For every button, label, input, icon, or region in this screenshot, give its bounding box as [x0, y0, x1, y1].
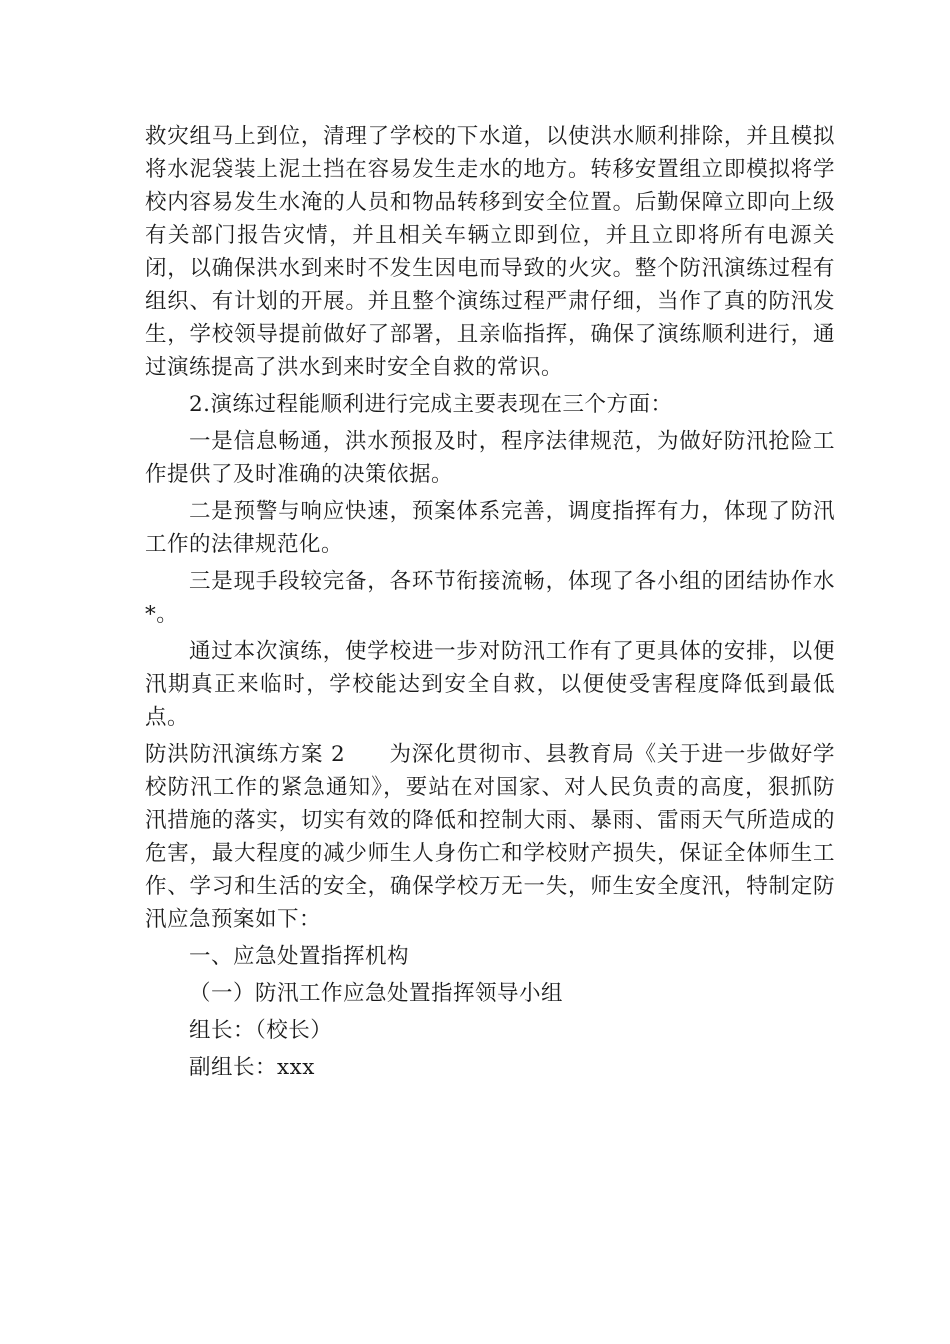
- paragraph-point-three: 三是现手段较完备，各环节衔接流畅，体现了各小组的团结协作水*。: [145, 569, 835, 627]
- paragraph-rescue-summary: 救灾组马上到位，清理了学校的下水道，以使洪水顺利排除，并且模拟将水泥袋装上泥土挡在容易发生走水的地方。转移安置组立即模拟将学校内容易发生水淹的人员和物品转移到安全位置。后勤保障立即向上级有关部门报告灾情，并且相关车辆立即到位，并且立即将所有电源关闭，以确保洪水到来时不发生因电而导致的火灾。整个防汛演练过程有组织、有计划的开展。并且整个演练过程严肃仔细，当作了真的防汛发生，学校领导提前做好了部署，且亲临指挥，确保了演练顺利进行，通过演练提高了洪水到来时安全自救的常识。: [145, 124, 835, 380]
- plan-two-title: 防洪防汛演练方案 2: [145, 742, 346, 767]
- line-deputy-leader: 副组长：xxx: [189, 1055, 315, 1080]
- plan-title-spacer: [345, 742, 389, 767]
- paragraph-conclusion: 通过本次演练，使学校进一步对防汛工作有了更具体的安排，以便汛期真正来临时，学校能达到安全自救，以便使受害程度降低到最低点。: [145, 639, 835, 730]
- paragraph-drill-heading: 2.演练过程能顺利进行完成主要表现在三个方面：: [189, 392, 673, 417]
- subsection-heading-leadership: （一）防汛工作应急处置指挥领导小组: [189, 981, 564, 1006]
- plan-two-body: 为深化贯彻市、县教育局《关于进一步做好学校防汛工作的紧急通知》，要站在对国家、对人民负责的高度，狠抓防汛措施的落实，切实有效的降低和控制大雨、暴雨、雷雨天气所造成的危害，最大程度的减少师生人身伤亡和学校财产损失，保证全体师生工作、学习和生活的安全，确保学校万无一失，师生安全度汛，特制定防汛应急预案如下：: [145, 742, 835, 932]
- line-group-leader: 组长：（校长）: [189, 1018, 333, 1043]
- document-body: [145, 118, 835, 1086]
- section-heading-command: 一、应急处置指挥机构: [189, 944, 410, 969]
- paragraph-point-two: 二是预警与响应快速，预案体系完善，调度指挥有力，体现了防汛工作的法律规范化。: [145, 499, 835, 557]
- paragraph-plan-two: [145, 736, 835, 938]
- paragraph-point-one: 一是信息畅通，洪水预报及时，程序法律规范，为做好防汛抢险工作提供了及时准确的决策依据。: [145, 429, 835, 487]
